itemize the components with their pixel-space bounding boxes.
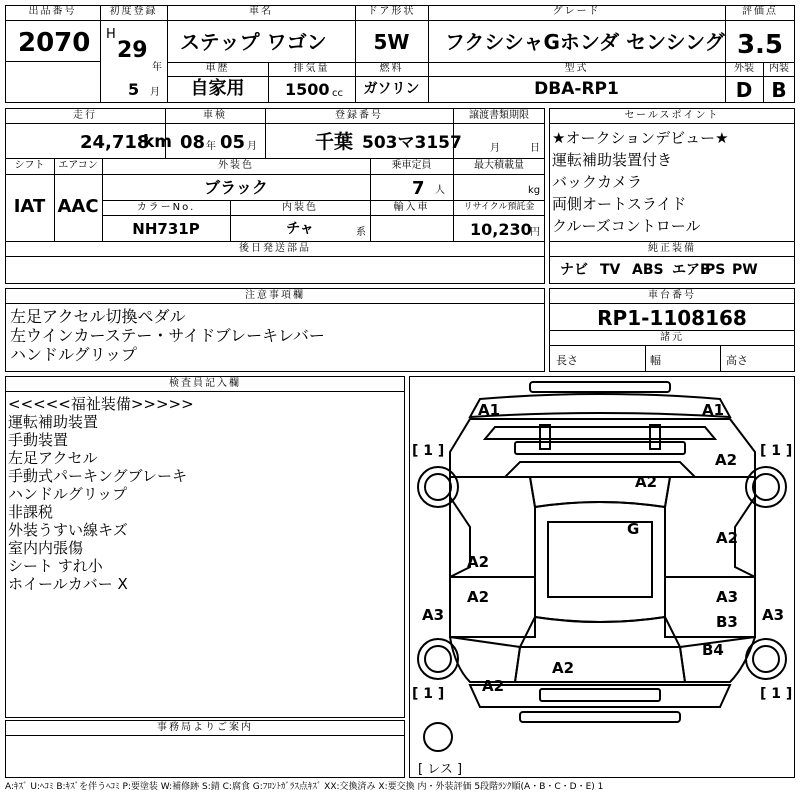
reg-year: 29 bbox=[117, 38, 148, 63]
color: ブラック bbox=[204, 178, 268, 197]
color-no: NH731P bbox=[132, 220, 200, 238]
lot-no: 2070 bbox=[18, 28, 91, 58]
door-label: ドア形状 bbox=[367, 6, 416, 17]
mileage: 24,718 bbox=[80, 132, 150, 153]
color-label: 外装色 bbox=[218, 160, 254, 171]
equipment-item: エアB bbox=[672, 262, 711, 278]
transfer-month-unit: 月 bbox=[490, 143, 500, 154]
mark-a2-right-front: A2 bbox=[715, 451, 738, 469]
capacity-label: 乗車定員 bbox=[391, 160, 432, 171]
damage-legend: A:ｷｽﾞ U:ﾍｺﾐ B:ｷｽﾞを伴うﾍｺﾐ P:要塗装 W:補修跡 S:錆 C:腐食 G:ﾌﾛﾝﾄｶﾞﾗｽ点ｷｽﾞ XX:交換済み X:要交換 内・外装評価 5段階ﾗﾝｸ順(A・B・C・D・E) 1 bbox=[5, 782, 604, 792]
capacity: 7 bbox=[412, 178, 425, 199]
later-parts-label: 後日発送部品 bbox=[239, 243, 311, 254]
exterior-label: 外装 bbox=[734, 63, 754, 74]
inspector-item: ハンドルグリップ bbox=[8, 485, 128, 503]
recycle-unit: 円 bbox=[530, 227, 540, 238]
reg-month: 5 bbox=[128, 80, 140, 99]
sales-point-item: クルーズコントロール bbox=[552, 217, 701, 235]
mark-a2-left-door: A2 bbox=[467, 553, 490, 571]
notes-label: 注意事項欄 bbox=[245, 290, 305, 301]
first-reg-label: 初度登録 bbox=[109, 6, 158, 17]
displacement-label: 排気量 bbox=[293, 63, 330, 74]
note-item: 左ウインカーステー・サイドブレーキレバー bbox=[10, 326, 325, 345]
chassis-number: RP1-1108168 bbox=[597, 306, 747, 330]
ac-label: エアコン bbox=[58, 160, 98, 171]
mark-a2-hood: A2 bbox=[635, 473, 658, 491]
inspector-item: <<<<<福祉装備>>>>> bbox=[8, 395, 194, 413]
int-color-label: 内装色 bbox=[282, 202, 318, 213]
note-item: ハンドルグリップ bbox=[10, 345, 138, 364]
inspection-year: 08 bbox=[180, 132, 206, 153]
score: 3.5 bbox=[736, 30, 784, 60]
history-label: 車歴 bbox=[205, 63, 230, 74]
fuel: ガソリン bbox=[363, 81, 420, 97]
door-type: 5W bbox=[373, 30, 410, 54]
recycle-label: リサイクル預託金 bbox=[463, 202, 535, 212]
recycle-fee: 10,230 bbox=[470, 220, 532, 239]
mark-a3-right-slide: A3 bbox=[716, 588, 739, 606]
plate-number: 503マ3157 bbox=[362, 133, 462, 153]
grade: フクシシャGホンダ センシング bbox=[445, 30, 725, 54]
exterior-score: D bbox=[735, 78, 753, 102]
interior-score: B bbox=[771, 78, 787, 102]
inspector-label: 検査員記入欄 bbox=[169, 378, 241, 389]
mark-a2-right-door: A2 bbox=[716, 529, 739, 547]
equipment-item: TV bbox=[600, 262, 621, 278]
equipment-item: ABS bbox=[632, 262, 664, 278]
sales-point-item: 運転補助装置付き bbox=[552, 151, 673, 169]
fuel-label: 燃料 bbox=[379, 63, 404, 74]
car-name-label: 車名 bbox=[249, 6, 273, 17]
mark-a1-right: A1 bbox=[702, 401, 725, 419]
length-label: 長さ bbox=[556, 354, 578, 367]
inspector-item: 運転補助装置 bbox=[8, 413, 99, 431]
transfer-day-unit: 日 bbox=[530, 143, 540, 154]
load-unit: kg bbox=[528, 185, 541, 196]
chassis-label: 車台番号 bbox=[648, 290, 696, 301]
sales-point-item: ★オークションデビュー★ bbox=[552, 129, 729, 147]
width-label: 幅 bbox=[650, 354, 661, 367]
inspector-item: 非課税 bbox=[8, 503, 54, 521]
mark-a2-rear-center: A2 bbox=[552, 659, 575, 677]
car-diagram bbox=[409, 376, 795, 778]
reg-month-unit: 月 bbox=[150, 87, 160, 98]
inspector-item: 左足アクセル bbox=[8, 449, 98, 467]
equipment-label: 純正装備 bbox=[648, 243, 696, 254]
score-label: 評価点 bbox=[742, 6, 778, 17]
inspection-month-unit: 月 bbox=[247, 141, 257, 152]
mark-a1-left: A1 bbox=[478, 401, 501, 419]
mark-g-roof: G bbox=[627, 520, 640, 538]
inspector-notes bbox=[8, 395, 194, 593]
mark-a3-left-edge: A3 bbox=[422, 606, 445, 624]
mark-a2-rear-left: A2 bbox=[482, 677, 505, 695]
mark-a2-left-slide: A2 bbox=[467, 588, 490, 606]
sales-points-label: セールスポイント bbox=[624, 110, 720, 121]
import-label: 輸入車 bbox=[393, 202, 430, 213]
displacement: 1500 bbox=[285, 80, 330, 99]
lot-no-label: 出品番号 bbox=[28, 6, 77, 17]
mark-tire-fr: [ 1 ] bbox=[760, 443, 793, 459]
color-no-label: カラーNo. bbox=[136, 202, 196, 213]
inspector-item: 手動式パーキングブレーキ bbox=[8, 467, 187, 485]
mark-tire-fl: [ 1 ] bbox=[412, 443, 445, 459]
dims-label: 諸元 bbox=[660, 332, 684, 343]
mark-b3-right: B3 bbox=[716, 613, 738, 631]
int-color-unit: 系 bbox=[356, 227, 366, 238]
mark-tire-rr: [ 1 ] bbox=[760, 686, 793, 702]
mileage-label: 走行 bbox=[73, 110, 97, 121]
era: H bbox=[106, 27, 116, 42]
mileage-unit: km bbox=[143, 132, 173, 152]
history: 自家用 bbox=[190, 78, 245, 99]
inspection-year-unit: 年 bbox=[206, 141, 216, 152]
sales-point-item: 両側オートスライド bbox=[552, 195, 687, 213]
equipment-item: PS bbox=[705, 262, 726, 278]
model: DBA-RP1 bbox=[534, 79, 619, 99]
plate-label: 登録番号 bbox=[335, 110, 383, 121]
displacement-unit: cc bbox=[332, 88, 343, 99]
ac: AAC bbox=[57, 196, 99, 217]
inspector-item: ホイールカバー X bbox=[8, 575, 128, 593]
inspector-item: シート すれ小 bbox=[8, 557, 103, 575]
mark-b4-right: B4 bbox=[702, 641, 724, 659]
inspector-item: 室内内張傷 bbox=[8, 539, 84, 557]
mark-a3-right-edge: A3 bbox=[762, 606, 785, 624]
car-outline-icon bbox=[410, 377, 794, 777]
sales-point-item: バックカメラ bbox=[552, 173, 643, 191]
shift-label: シフト bbox=[14, 160, 45, 171]
inspector-item: 外装うすい線キズ bbox=[8, 521, 128, 539]
equipment-item: PW bbox=[732, 262, 758, 278]
model-label: 型式 bbox=[564, 63, 589, 74]
interior-label: 内装 bbox=[769, 63, 789, 74]
transfer-deadline-label: 譲渡書類期限 bbox=[469, 110, 529, 121]
reg-year-unit: 年 bbox=[152, 62, 162, 73]
office-label: 事務局よりご案内 bbox=[157, 722, 253, 733]
capacity-unit: 人 bbox=[435, 185, 445, 196]
grade-label: グレード bbox=[552, 6, 601, 17]
inspector-item: 手動装置 bbox=[8, 431, 69, 449]
mark-tire-rl: [ 1 ] bbox=[412, 686, 445, 702]
car-name: ステップ ワゴン bbox=[180, 30, 327, 54]
note-item: 左足アクセル切換ペダル bbox=[10, 307, 186, 326]
inspection-month: 05 bbox=[220, 132, 246, 153]
load-label: 最大積載量 bbox=[474, 160, 524, 171]
equipment-item: ナビ bbox=[560, 262, 588, 278]
int-color: チャ bbox=[286, 221, 314, 237]
inspection-label: 車検 bbox=[203, 110, 227, 121]
shift: IAT bbox=[13, 196, 46, 217]
height-label: 高さ bbox=[726, 354, 748, 367]
mark-spare: [ レス ] bbox=[418, 762, 463, 777]
plate-region: 千葉 bbox=[315, 131, 354, 153]
